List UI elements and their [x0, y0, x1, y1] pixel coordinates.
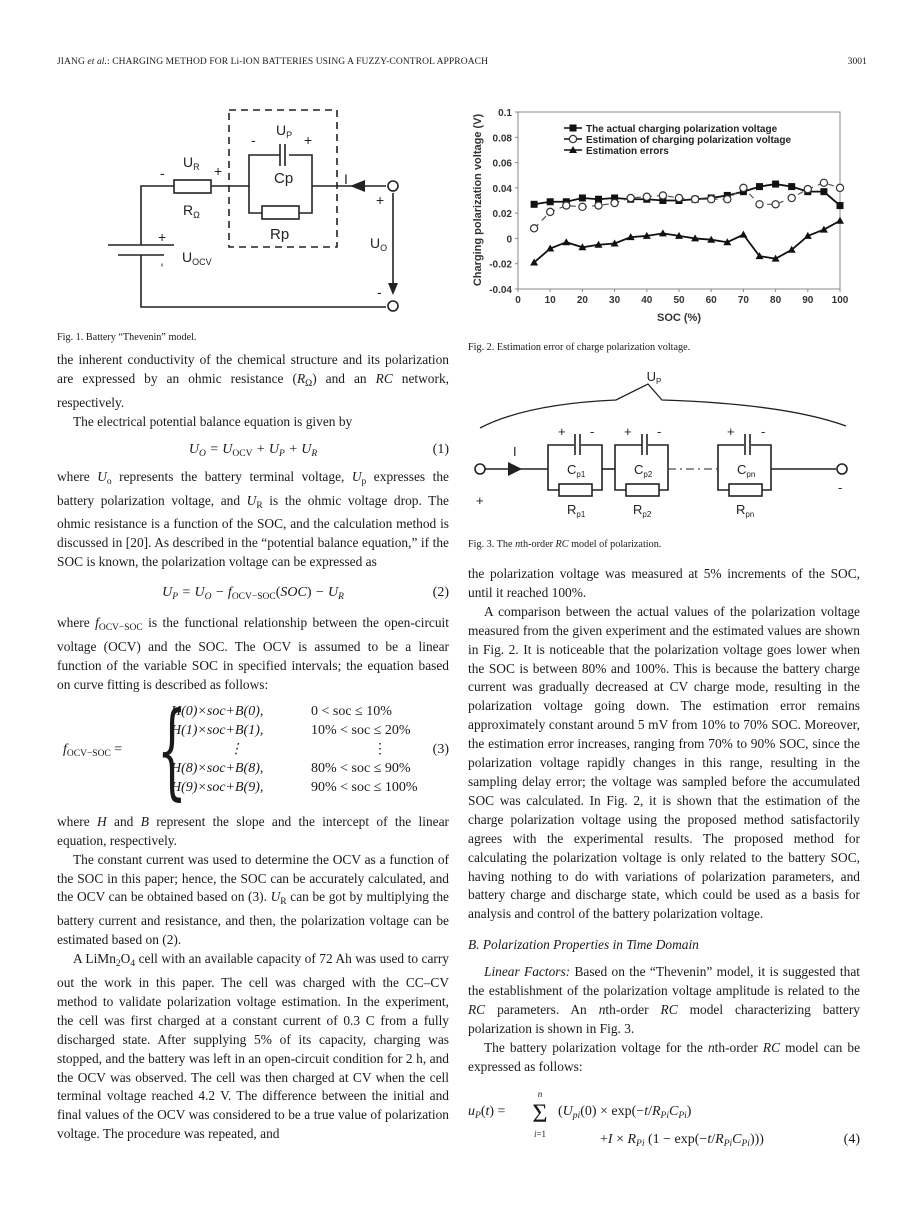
x-tick-label: 0	[515, 295, 521, 306]
legend-entry: Estimation errors	[586, 146, 669, 157]
svg-text:+: +	[624, 424, 632, 439]
svg-text:Rp1: $R_{p1}$	[567, 502, 586, 519]
equation-2: $U_P = U_O - f_{OCV-SOC}(SOC) - U_R$ (2)	[162, 585, 449, 603]
figure-2-chart	[466, 100, 866, 330]
y-tick-label: 0.02	[492, 209, 512, 221]
x-tick-label: 60	[705, 295, 717, 306]
x-tick-label: 70	[737, 295, 749, 306]
svg-text:+: +	[158, 229, 167, 245]
svg-text:UO: $U_O$	[370, 235, 388, 253]
polarization-voltage-chart	[466, 100, 866, 330]
paragraph: where $f_{OCV-SOC}$ is the functional relationship between the open-circuit voltage (OCV) and the SOC. The OCV is assumed to be a linear function of the variable SOC in specified intervals; the equation based on curve fitting is described as follows:	[57, 615, 449, 692]
svg-text:UR: $U_R$	[183, 154, 200, 172]
paragraph: The constant current was used to determine the OCV as a function of the SOC in this paper; hence, the SOC can be accurately calculated, and the OCV can be obtained based on (3). $U_R$ can be got by multiplying the battery current and resistance, and then, the polarization voltage can be estimated based on (2).	[57, 851, 449, 948]
right-column	[468, 565, 860, 1153]
label-up: $U_P$	[276, 122, 293, 140]
current-arrow-icon	[350, 180, 365, 192]
figure-3-rc-model	[466, 362, 866, 532]
svg-text:-: -	[156, 263, 170, 267]
voltage-arrow-icon	[388, 283, 398, 295]
svg-text:-: -	[657, 424, 662, 439]
paragraph: The battery polarization voltage for the nth-order RC model can be expressed as follows:	[468, 1039, 861, 1074]
equation-1: $U_O = U_{OCV} + U_P + U_R$ (1)	[188, 441, 449, 459]
paragraph: the polarization voltage was measured at 5% increments of the SOC, until it reached 100%.	[468, 566, 860, 600]
figure-3-caption: Fig. 3. The nth-order RC model of polarization.	[468, 539, 662, 550]
current-arrow-icon	[508, 462, 522, 476]
running-title: JIANG et al.: CHARGING METHOD FOR Li-ION BATTERIES USING A FUZZY-CONTROL APPROACH	[57, 57, 489, 67]
brace-icon: {	[157, 688, 187, 811]
x-tick-label: 40	[641, 295, 653, 306]
svg-text:Cp: Cp	[274, 170, 294, 187]
equation-4: $u_P(t)$ = n Σ i=1 ($U_{pi}(0) \times \exp(-t/R_{Pi}C_{Pi})$ $+I \times R_{Pi}$ $(1 - \exp(-t/R_{Pi}C_{Pi}))$) (4)	[468, 1088, 860, 1149]
svg-text:+: +	[376, 192, 385, 208]
svg-text:I: I	[344, 171, 348, 187]
x-tick-label: 50	[673, 295, 685, 306]
svg-text:+: +	[476, 493, 484, 508]
y-tick-label: 0.08	[492, 133, 512, 145]
x-tick-label: 80	[770, 295, 782, 306]
svg-text:+: +	[727, 424, 735, 439]
series-1	[531, 179, 844, 232]
paragraph: where $U_o$ represents the battery terminal voltage, $U_p$ expresses the battery polarization voltage, and $U_R$ is the ohmic voltage drop. The ohmic resistance is a function of the SOC, and the calculation method is discussed in [20]. As described in the “potential balance equation,” if the SOC is known, the polarization voltage can be expressed as	[57, 468, 449, 570]
y-tick-label: 0.1	[498, 108, 512, 119]
svg-text:+: +	[304, 132, 313, 148]
series-0	[531, 181, 844, 209]
y-tick-label: -0.02	[489, 259, 512, 271]
svg-text:Rp: Rp	[270, 226, 290, 243]
page-number: 3001	[847, 57, 867, 67]
paragraph: where H and B represent the slope and the intercept of the linear equation, respectively.	[57, 813, 450, 848]
y-tick-label: -0.04	[489, 285, 512, 296]
y-tick-label: 0.04	[492, 183, 512, 195]
svg-text:Cpn: $C_{pn}$	[737, 462, 756, 479]
nth-order-rc-diagram	[466, 362, 866, 532]
legend-entry: The actual charging polarization voltage	[586, 124, 778, 135]
svg-text:I: I	[513, 444, 517, 459]
x-tick-label: 90	[802, 295, 814, 306]
x-tick-label: 30	[609, 295, 621, 306]
paragraph: The electrical potential balance equation is given by	[73, 413, 353, 429]
svg-text:UOCV: $U_{OCV}$	[182, 249, 212, 267]
figure-1-thevenin-circuit	[100, 100, 420, 320]
svg-text:-: -	[838, 480, 843, 495]
equation-3: $f_{OCV-SOC}$ = { H(0)×soc+B(0), 0 < soc ≤ 10% H(1)×soc+B(1), 10% < soc ≤ 20% ⋮ ⋮ H(8)×soc+B(8), 80% < soc ≤ 90% H(9)×soc+B(9), 90% < soc ≤ 100% (3)	[63, 688, 449, 811]
svg-text:-: -	[160, 165, 165, 181]
running-header	[57, 57, 867, 67]
section-heading: B. Polarization Properties in Time Domain	[468, 937, 699, 953]
svg-text:RΩ: $R_\Omega$	[183, 202, 200, 220]
figure-2-caption: Fig. 2. Estimation error of charge polarization voltage.	[468, 342, 691, 353]
svg-text:UP: $U_P$	[646, 369, 662, 386]
left-column	[57, 351, 449, 1144]
paragraph: A comparison between the actual values of the polarization voltage measured from the given experiment and the estimated values are shown in Fig. 2. It is noticeable that the polarization voltage goes lower when the SOC is between 80% and 100%. This is because the battery charge current was gradually decreased at CV charge mode, resulting in the polarization voltage going down. The estimation error remains approximately constant around 5 mV from 10% to 70% SOC. Moreover, the estimation error increases, ranging from 70% to 90% SOC, since the polarization voltage rapidly changes in this range, resulting in the sampling delay error; the voltage was sampled before the accumulated SOC was calculated. In Fig. 2, it is shown that the estimation of the charge polarization voltage using the proposed method satisfactorily agrees with the experimental results. The proposed method for calculating the polarization voltage is only related to the battery SOC, having nothing to do with variations of polarization parameters, and battery charge and discharge state, which could be used as a basis for analysis and control of the battery polarization voltage.	[468, 603, 860, 922]
thevenin-circuit-diagram	[100, 100, 420, 320]
svg-text:-: -	[590, 424, 595, 439]
svg-text:-: -	[761, 424, 766, 439]
paragraph: Linear Factors: Based on the “Thevenin” model, it is suggested that the establishment of the polarization voltage amplitude is related to the RC parameters. An nth-order RC model characterizing battery polarization is shown in Fig. 3.	[468, 964, 860, 1036]
svg-text:Cp1: $C_{p1}$	[567, 462, 586, 479]
y-axis-label: Charging polarization voltage (V)	[472, 113, 484, 287]
svg-text:Cp2: $C_{p2}$	[634, 462, 653, 479]
x-axis-label: SOC (%)	[657, 312, 701, 324]
x-tick-label: 20	[576, 295, 588, 306]
svg-text:Rpn: $R_{pn}$	[736, 502, 755, 519]
svg-text:+: +	[214, 163, 223, 179]
svg-text:+: +	[558, 424, 566, 439]
paragraph: A $LiMn_2O_4$ cell with an available capacity of 72 Ah was used to carry out the work in this paper. The cell was charged with the CC–CV method to validate polarization voltage estimation. In the experiment, the cell was first charged at a constant current of 0.3 C from a fully discharged state. After supplying 5% of its capacity, charging was stopped, and the battery was left in an open-circuit condition for 2 h, and the OCV was observed. The cell was then charged at CV when the cell terminal voltage reached 4.2 V. The difference between the initial and final values of the OCV was considered to be a true value of polarization voltage. The procedure was repeated, and	[57, 951, 449, 1142]
svg-text:-: -	[377, 284, 382, 300]
x-tick-label: 100	[831, 295, 849, 306]
y-tick-label: 0.06	[492, 158, 512, 170]
x-tick-label: 10	[544, 295, 556, 306]
svg-text:Rp2: $R_{p2}$	[633, 502, 652, 519]
y-tick-label: 0	[506, 234, 512, 246]
series-2	[530, 217, 844, 266]
legend-entry: Estimation of charging polarization voltage	[586, 135, 792, 146]
figure-1-caption: Fig. 1. Battery “Thevenin” model.	[57, 332, 197, 343]
svg-text:-: -	[251, 132, 256, 148]
paragraph: the inherent conductivity of the chemical structure and its polarization are expressed by an ohmic resistance $(R_\Omega)$ and an RC network, respectively.	[57, 352, 449, 410]
